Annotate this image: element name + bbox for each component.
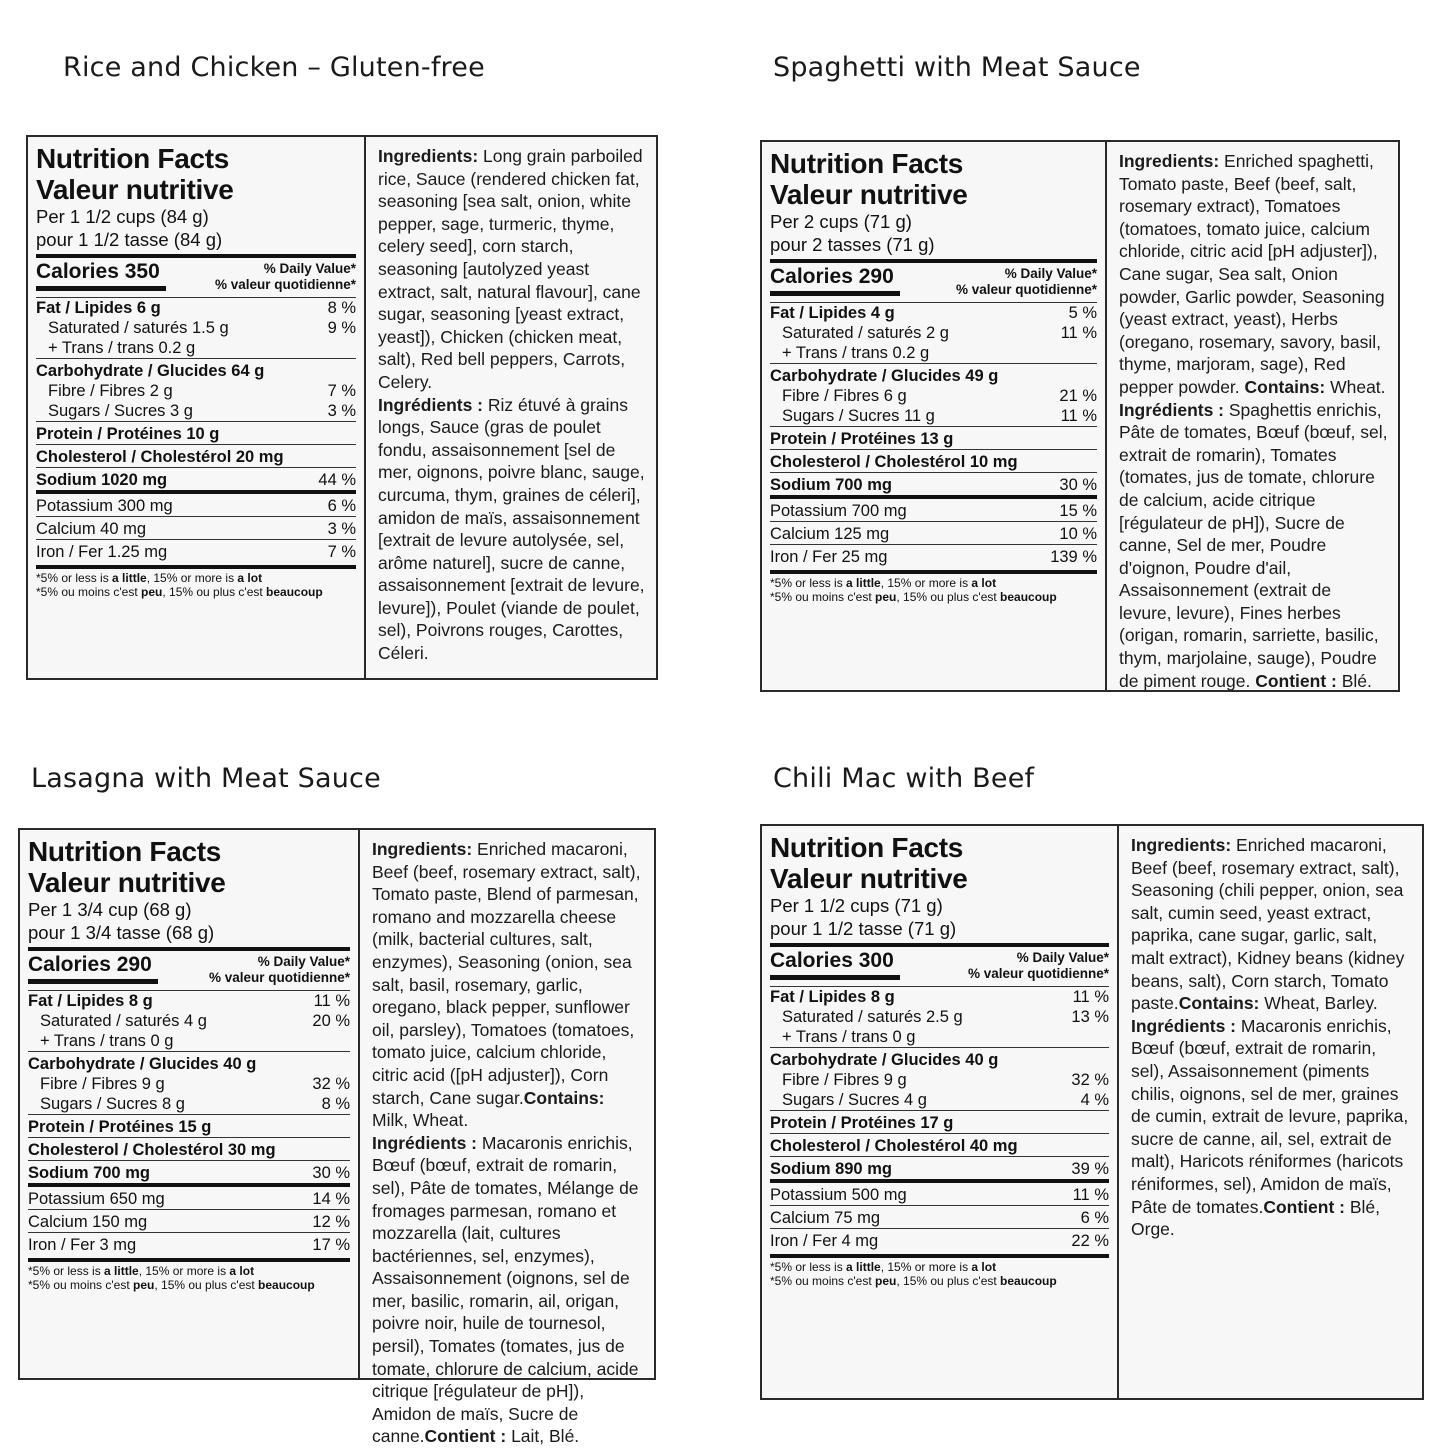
- protein-row: [770, 1110, 1109, 1133]
- contains-fr-label: Contient :: [1255, 670, 1337, 691]
- protein-label: Protein / Protéines 17 g: [770, 1114, 954, 1132]
- saturated-row: [28, 1011, 350, 1031]
- product-title-rice-chicken: Rice and Chicken – Gluten-free: [63, 52, 485, 83]
- ingredients-fr-label: Ingrédients :: [378, 394, 484, 415]
- fat-label: Fat / Lipides 6 g: [36, 299, 161, 317]
- footnote-fr: *5% ou moins c'est peu, 15% ou plus c'est beaucoup: [770, 1274, 1057, 1288]
- serving-size-en: Per 2 cups (71 g): [770, 211, 912, 232]
- nf-title-fr: Valeur nutritive: [770, 179, 968, 210]
- fibre-pct: 7 %: [327, 382, 356, 400]
- potassium-pct: 6 %: [327, 497, 356, 515]
- fibre-row: [770, 1070, 1109, 1090]
- nutrition-facts-table: [28, 137, 366, 678]
- serving-size-fr: pour 1 3/4 tasse (68 g): [28, 922, 215, 943]
- calcium-label: Calcium 125 mg: [770, 525, 890, 543]
- cholesterol-label: Cholesterol / Cholestérol 20 mg: [36, 448, 284, 466]
- fat-pct: 11 %: [313, 992, 350, 1010]
- calories-row: [770, 947, 1109, 987]
- sodium-label: Sodium 700 mg: [770, 476, 892, 494]
- saturated-label: Saturated / saturés 4 g: [40, 1012, 207, 1030]
- trans-label: + Trans / trans 0 g: [40, 1032, 174, 1050]
- ingredients-panel: [360, 830, 654, 1447]
- fat-label: Fat / Lipides 8 g: [28, 992, 153, 1010]
- contains-en-label: Contains:: [1178, 993, 1260, 1014]
- iron-row: [770, 1228, 1109, 1251]
- calories: Calories 290: [28, 951, 158, 984]
- calories-row: [36, 258, 356, 298]
- cholesterol-row: [770, 449, 1097, 472]
- sugars-pct: 8 %: [321, 1095, 350, 1113]
- footnote: [770, 1254, 1109, 1288]
- footnote: [36, 565, 356, 599]
- potassium-pct: 11 %: [1072, 1186, 1109, 1204]
- carbohydrate-row: [770, 1047, 1109, 1070]
- carbohydrate-label: Carbohydrate / Glucides 40 g: [770, 1051, 999, 1069]
- saturated-label: Saturated / saturés 1.5 g: [48, 319, 229, 337]
- iron-label: Iron / Fer 3 mg: [28, 1236, 137, 1254]
- saturated-pct: 9 %: [327, 319, 356, 337]
- fat-row: [770, 987, 1109, 1007]
- protein-row: [36, 421, 356, 444]
- fibre-pct: 32 %: [1071, 1071, 1109, 1089]
- saturated-row: [770, 1007, 1109, 1027]
- daily-value-header: [968, 947, 1109, 982]
- cholesterol-label: Cholesterol / Cholestérol 40 mg: [770, 1137, 1018, 1155]
- fibre-label: Fibre / Fibres 9 g: [40, 1075, 165, 1093]
- trans-label: + Trans / trans 0 g: [782, 1028, 916, 1046]
- fibre-row: [770, 386, 1097, 406]
- sodium-row: [770, 472, 1097, 495]
- ingredients-panel: [366, 137, 656, 678]
- ingredients-en: [378, 145, 646, 394]
- potassium-label: Potassium 700 mg: [770, 502, 907, 520]
- sodium-pct: 44 %: [318, 471, 356, 489]
- iron-row: [770, 544, 1097, 567]
- calcium-row: [770, 1205, 1109, 1228]
- nf-title-en: Nutrition Facts: [770, 148, 964, 179]
- contains-fr-text: Blé.: [1336, 670, 1372, 691]
- footnote: [28, 1258, 350, 1292]
- label-lasagna: [18, 828, 656, 1447]
- sodium-row: [28, 1160, 350, 1183]
- ingredients-fr-label: Ingrédients :: [372, 1132, 478, 1153]
- calcium-label: Calcium 150 mg: [28, 1213, 148, 1231]
- daily-value-header: [956, 263, 1097, 298]
- sugars-label: Sugars / Sucres 11 g: [782, 407, 935, 425]
- ingredients-fr-text: Spaghettis enrichis, Pâte de tomates, Bœuf (bœuf, sel, extrait de romarin), Tomates (tomates, jus de tomate, chlorure de calcium, acide citrique [régulateur de pH]), Sucre de canne, Sel de mer, Poudre d'oignon, Poudre d'ail, Assaisonnement (extrait de levure, levure), Fines herbes (origan, romarin, sarriette, basilic, thym, marjolaine, sauge), Poudre de piment rouge.: [1119, 399, 1388, 691]
- nf-title-en: Nutrition Facts: [770, 832, 964, 863]
- serving-size-fr: pour 2 tasses (71 g): [770, 234, 935, 255]
- calories: Calories 300: [770, 947, 900, 980]
- fibre-row: [36, 381, 356, 401]
- daily-value-fr: % valeur quotidienne*: [955, 282, 1097, 297]
- nf-title-fr: Valeur nutritive: [36, 174, 234, 205]
- ingredients-en-text: Enriched spaghetti, Tomato paste, Beef (beef, salt, rosemary extract), Tomatoes (tomatoes, tomato juice, calcium chloride, citric acid [pH adjuster]), Cane sugar, Sea salt, Onion powder, Garlic powder, Seasoning (yeast extract, yeast), Herbs (oregano, rosemary, savory, basil, thyme, marjoram, sage), Red pepper powder.: [1119, 151, 1385, 397]
- potassium-row: [28, 1183, 350, 1209]
- contains-en-label: Contains:: [1244, 376, 1326, 397]
- protein-row: [770, 426, 1097, 449]
- sugars-row: [28, 1094, 350, 1114]
- ingredients-en-text: Long grain parboiled rice, Sauce (rendered chicken fat, seasoning [sea salt, onion, white pepper, sage, turmeric, thyme, celery seed], corn starch, seasoning [autolyzed yeast extract, salt, natural flavour], cane sugar, seasoning [yeast extract, yeast]), Chicken (chicken meat, salt), Red bell peppers, Carrots, Celery.: [378, 146, 643, 392]
- footnote-en: *5% or less is a little, 15% or more is a lot: [770, 576, 997, 590]
- carbohydrate-row: [28, 1051, 350, 1074]
- daily-value-fr: % valeur quotidienne*: [214, 277, 356, 292]
- serving-size-fr: pour 1 1/2 tasse (84 g): [36, 229, 223, 250]
- ingredients-fr: [1119, 399, 1388, 693]
- nf-title-en: Nutrition Facts: [36, 143, 230, 174]
- sugars-label: Sugars / Sucres 8 g: [40, 1095, 185, 1113]
- carbohydrate-row: [36, 358, 356, 381]
- sodium-pct: 30 %: [312, 1164, 350, 1182]
- carbohydrate-label: Carbohydrate / Glucides 49 g: [770, 367, 999, 385]
- daily-value-en: % Daily Value*: [257, 954, 350, 969]
- iron-pct: 139 %: [1050, 548, 1097, 566]
- ingredients-panel: [1107, 142, 1398, 690]
- ingredients-en-text: Enriched macaroni, Beef (beef, rosemary extract, salt), Seasoning (chili pepper, onion, sea salt, cumin seed, yeast extract, paprika, cane sugar, garlic, salt, malt extract), Kidney beans (kidney beans, salt), Corn starch, Tomato paste.: [1131, 835, 1405, 1014]
- footnote-en: *5% or less is a little, 15% or more is a lot: [36, 571, 263, 585]
- potassium-pct: 14 %: [312, 1190, 350, 1208]
- ingredients-fr-label: Ingrédients :: [1131, 1015, 1237, 1036]
- fat-label: Fat / Lipides 4 g: [770, 304, 895, 322]
- sodium-label: Sodium 890 mg: [770, 1160, 892, 1178]
- cholesterol-label: Cholesterol / Cholestérol 30 mg: [28, 1141, 276, 1159]
- fibre-label: Fibre / Fibres 6 g: [782, 387, 907, 405]
- sugars-pct: 11 %: [1060, 407, 1097, 425]
- calcium-pct: 10 %: [1059, 525, 1097, 543]
- footnote-en: *5% or less is a little, 15% or more is a lot: [28, 1264, 255, 1278]
- ingredients-fr: [372, 1132, 644, 1448]
- iron-label: Iron / Fer 25 mg: [770, 548, 888, 566]
- serving-size-en: Per 1 3/4 cup (68 g): [28, 899, 192, 920]
- ingredients-fr: [1131, 1015, 1412, 1241]
- calories-row: [28, 951, 350, 991]
- calcium-row: [36, 516, 356, 539]
- saturated-pct: 20 %: [312, 1012, 350, 1030]
- calories-row: [770, 263, 1097, 303]
- contains-en-text: Wheat.: [1325, 376, 1386, 397]
- iron-label: Iron / Fer 1.25 mg: [36, 543, 168, 561]
- cholesterol-row: [28, 1137, 350, 1160]
- trans-row: [28, 1031, 350, 1051]
- label-rice-chicken: [26, 135, 658, 680]
- label-spaghetti: [760, 140, 1400, 692]
- sugars-label: Sugars / Sucres 4 g: [782, 1091, 927, 1109]
- footnote-en: *5% or less is a little, 15% or more is a lot: [770, 1260, 997, 1274]
- calcium-pct: 3 %: [327, 520, 356, 538]
- daily-value-en: % Daily Value*: [1004, 266, 1097, 281]
- saturated-row: [770, 323, 1097, 343]
- ingredients-en-label: Ingredients:: [372, 839, 473, 859]
- nf-title-fr: Valeur nutritive: [28, 867, 226, 898]
- footnote-fr: *5% ou moins c'est peu, 15% ou plus c'est beaucoup: [770, 590, 1057, 604]
- ingredients-fr-text: Macaronis enrichis, Bœuf (bœuf, extrait de romarin, sel), Pâte de tomates, Mélange de fromages parmesan, romano et mozzarella (lait, cultures bactériennes, sel, enzymes), Assaisonnement (oignons, sel de mer, basilic, romarin, ail, origan, poivre noir, huile de tournesol, persil), Tomates (tomates, jus de tomate, chlorure de calcium, acide citrique [régulateur de pH]), Amidon de maïs, Sucre de canne.: [372, 1132, 639, 1447]
- ingredients-fr-text: Macaronis enrichis, Bœuf (bœuf, extrait de romarin, sel), Assaisonnement (piments chilis, oignons, sel de mer, graines de cumin, extrait de levure, paprika, sucre de canne, ail, sel, extrait de malt), Haricots réniformes (haricots réniformes, sel), Amidon de maïs, Pâte de tomates.: [1131, 1015, 1409, 1217]
- sodium-pct: 39 %: [1071, 1160, 1109, 1178]
- contains-fr-label: Contient :: [1263, 1196, 1345, 1217]
- cholesterol-row: [770, 1133, 1109, 1156]
- footnote: [770, 570, 1097, 604]
- calcium-pct: 6 %: [1080, 1209, 1109, 1227]
- trans-label: + Trans / trans 0.2 g: [782, 344, 930, 362]
- fibre-label: Fibre / Fibres 9 g: [782, 1071, 907, 1089]
- iron-label: Iron / Fer 4 mg: [770, 1232, 879, 1250]
- ingredients-fr: [378, 394, 646, 665]
- daily-value-header: [209, 951, 350, 986]
- sodium-row: [36, 467, 356, 490]
- product-title-chili-mac: Chili Mac with Beef: [773, 763, 1035, 794]
- saturated-label: Saturated / saturés 2.5 g: [782, 1008, 963, 1026]
- ingredients-en: [1119, 150, 1388, 399]
- serving-size-en: Per 1 1/2 cups (71 g): [770, 895, 943, 916]
- saturated-pct: 11 %: [1060, 324, 1097, 342]
- fat-label: Fat / Lipides 8 g: [770, 988, 895, 1006]
- carbohydrate-label: Carbohydrate / Glucides 40 g: [28, 1055, 257, 1073]
- fibre-label: Fibre / Fibres 2 g: [48, 382, 173, 400]
- nutrition-facts-table: [762, 826, 1119, 1398]
- ingredients-en-text: Enriched macaroni, Beef (beef, rosemary extract, salt), Tomato paste, Blend of parmesan, romano and mozzarella cheese (milk, bacterial cultures, salt, enzymes), Seasoning (onion, sea salt, basil, rosemary, garlic, oregano, black pepper, sunflower oil, parsley), Tomatoes (tomatoes, tomato juice, calcium chloride, citric acid ([pH adjuster]), Corn starch, Cane sugar.: [372, 839, 641, 1108]
- calcium-label: Calcium 75 mg: [770, 1209, 881, 1227]
- saturated-pct: 13 %: [1071, 1008, 1109, 1026]
- iron-pct: 22 %: [1071, 1232, 1109, 1250]
- sugars-pct: 4 %: [1080, 1091, 1109, 1109]
- potassium-row: [36, 490, 356, 516]
- serving-size-fr: pour 1 1/2 tasse (71 g): [770, 918, 957, 939]
- cholesterol-label: Cholesterol / Cholestérol 10 mg: [770, 453, 1018, 471]
- nf-title-en: Nutrition Facts: [28, 836, 222, 867]
- fat-row: [770, 303, 1097, 323]
- potassium-label: Potassium 300 mg: [36, 497, 173, 515]
- daily-value-en: % Daily Value*: [263, 261, 356, 276]
- fat-pct: 11 %: [1072, 988, 1109, 1006]
- sodium-row: [770, 1156, 1109, 1179]
- fat-pct: 8 %: [327, 299, 356, 317]
- nutrition-facts-table: [762, 142, 1107, 690]
- daily-value-fr: % valeur quotidienne*: [967, 966, 1109, 981]
- nf-title-fr: Valeur nutritive: [770, 863, 968, 894]
- ingredients-en-label: Ingredients:: [1131, 835, 1232, 855]
- ingredients-fr-label: Ingrédients :: [1119, 399, 1225, 420]
- saturated-label: Saturated / saturés 2 g: [782, 324, 949, 342]
- sodium-label: Sodium 1020 mg: [36, 471, 168, 489]
- ingredients-en: [372, 838, 644, 1132]
- label-chili-mac: [760, 824, 1424, 1400]
- contains-fr-label: Contient :: [424, 1426, 507, 1447]
- sodium-label: Sodium 700 mg: [28, 1164, 150, 1182]
- carbohydrate-label: Carbohydrate / Glucides 64 g: [36, 362, 265, 380]
- calcium-row: [28, 1209, 350, 1232]
- protein-label: Protein / Protéines 15 g: [28, 1118, 212, 1136]
- footnote-fr: *5% ou moins c'est peu, 15% ou plus c'est beaucoup: [36, 585, 323, 599]
- fat-row: [28, 991, 350, 1011]
- ingredients-en-label: Ingredients:: [1119, 151, 1220, 171]
- daily-value-header: [215, 258, 356, 293]
- calories: Calories 350: [36, 258, 166, 291]
- sugars-row: [770, 406, 1097, 426]
- trans-row: [36, 338, 356, 358]
- trans-label: + Trans / trans 0.2 g: [48, 339, 196, 357]
- iron-pct: 7 %: [327, 543, 356, 561]
- contains-fr-text: Blé, Orge.: [1131, 1196, 1380, 1240]
- trans-row: [770, 343, 1097, 363]
- sodium-pct: 30 %: [1059, 476, 1097, 494]
- contains-en-label: Contains:: [523, 1087, 605, 1108]
- potassium-row: [770, 1179, 1109, 1205]
- contains-en-text: Wheat, Barley.: [1259, 993, 1378, 1014]
- protein-row: [28, 1114, 350, 1137]
- ingredients-en: [1131, 834, 1412, 1015]
- fibre-pct: 21 %: [1059, 387, 1097, 405]
- fat-pct: 5 %: [1068, 304, 1097, 322]
- footnote-fr: *5% ou moins c'est peu, 15% ou plus c'est beaucoup: [28, 1278, 315, 1292]
- calcium-label: Calcium 40 mg: [36, 520, 147, 538]
- calories: Calories 290: [770, 263, 900, 296]
- ingredients-fr-text: Riz étuvé à grains longs, Sauce (gras de poulet fondu, assaisonnement [sel de mer, oignons, poivre blanc, sauge, curcuma, thym, graines de céleri], amidon de maïs, assaisonnement [extrait de levure autolysée, sel, arôme naturel], sucre de canne, assaisonnement [extrait de levure, levure]), Poulet (viande de poulet, sel), Poivrons rouges, Carottes, Céleri.: [378, 394, 645, 664]
- product-title-spaghetti: Spaghetti with Meat Sauce: [773, 52, 1141, 83]
- nutrition-facts-table: [20, 830, 360, 1378]
- protein-label: Protein / Protéines 13 g: [770, 430, 954, 448]
- saturated-row: [36, 318, 356, 338]
- potassium-label: Potassium 500 mg: [770, 1186, 907, 1204]
- cholesterol-row: [36, 444, 356, 467]
- product-title-lasagna: Lasagna with Meat Sauce: [31, 763, 381, 794]
- protein-label: Protein / Protéines 10 g: [36, 425, 220, 443]
- potassium-label: Potassium 650 mg: [28, 1190, 165, 1208]
- daily-value-en: % Daily Value*: [1016, 950, 1109, 965]
- calcium-row: [770, 521, 1097, 544]
- iron-pct: 17 %: [312, 1236, 350, 1254]
- ingredients-en-label: Ingredients:: [378, 146, 479, 166]
- fibre-row: [28, 1074, 350, 1094]
- sugars-label: Sugars / Sucres 3 g: [48, 402, 193, 420]
- ingredients-panel: [1119, 826, 1422, 1398]
- potassium-pct: 15 %: [1059, 502, 1097, 520]
- fat-row: [36, 298, 356, 318]
- iron-row: [28, 1232, 350, 1255]
- fibre-pct: 32 %: [312, 1075, 350, 1093]
- trans-row: [770, 1027, 1109, 1047]
- daily-value-fr: % valeur quotidienne*: [208, 970, 350, 985]
- sugars-pct: 3 %: [327, 402, 356, 420]
- contains-fr-text: Lait, Blé.: [506, 1426, 580, 1447]
- sugars-row: [770, 1090, 1109, 1110]
- iron-row: [36, 539, 356, 562]
- serving-size-en: Per 1 1/2 cups (84 g): [36, 206, 209, 227]
- contains-en-text: Milk, Wheat.: [372, 1110, 469, 1131]
- carbohydrate-row: [770, 363, 1097, 386]
- calcium-pct: 12 %: [312, 1213, 350, 1231]
- sugars-row: [36, 401, 356, 421]
- potassium-row: [770, 495, 1097, 521]
